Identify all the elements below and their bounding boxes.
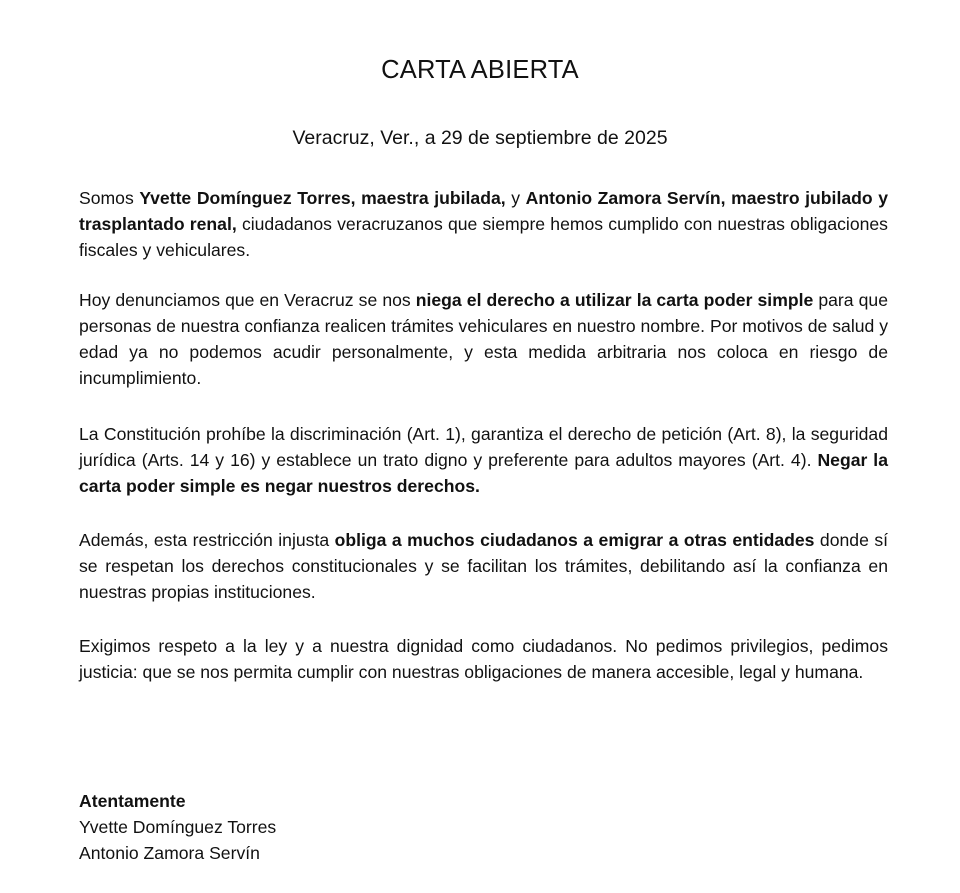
paragraph-emigration xyxy=(79,527,888,605)
bold-text-run: Negar la carta poder simple es negar nuestros derechos. xyxy=(79,450,888,496)
letter-title: CARTA ABIERTA xyxy=(381,56,579,84)
text-run: Hoy denunciamos que en Veracruz se nos xyxy=(79,290,416,310)
paragraph-introduction xyxy=(79,185,888,263)
text-run: y xyxy=(505,188,526,208)
paragraph-constitution xyxy=(79,421,888,499)
place-date-line: Veracruz, Ver., a 29 de septiembre de 2025 xyxy=(292,127,668,149)
text-run: La Constitución prohíbe la discriminación (Art. 1), garantiza el derecho de petición (Art. 8), la seguridad jurídica (Arts. 14 y 16) y establece un trato digno y preferente para adultos mayores (Art. 4). xyxy=(79,424,888,470)
text-run: Somos xyxy=(79,188,140,208)
text-run: donde sí se respetan los derechos constitucionales y se facilitan los trámites, debilitando así la confianza en nuestras propias instituciones. xyxy=(79,530,889,602)
closing-block xyxy=(79,788,276,866)
text-run: ciudadanos veracruzanos que siempre hemos cumplido con nuestras obligaciones fiscales y vehiculares. xyxy=(79,214,888,260)
signer-name: Antonio Zamora Servín xyxy=(79,843,260,863)
signer-name: Yvette Domínguez Torres xyxy=(79,817,277,837)
bold-text-run: obliga a muchos ciudadanos a emigrar a otras entidades xyxy=(334,530,815,550)
closing-salutation: Atentamente xyxy=(79,791,186,811)
text-run: Además, esta restricción injusta xyxy=(79,530,335,550)
bold-text-run: niega el derecho a utilizar la carta poder simple xyxy=(415,290,814,310)
text-run: para que personas de nuestra confianza realicen trámites vehiculares en nuestro nombre. Por motivos de salud y edad ya no podemos acudir personalmente, y esta medida arbitraria nos coloca en riesgo de incumplimiento. xyxy=(79,290,888,388)
text-run: Exigimos respeto a la ley y a nuestra dignidad como ciudadanos. No pedimos privilegios, pedimos justicia: que se nos permita cumplir con nuestras obligaciones de manera accesible, legal y humana. xyxy=(79,636,888,682)
bold-text-run: Yvette Domínguez Torres, maestra jubilada, xyxy=(139,188,506,208)
paragraph-demand xyxy=(79,633,888,685)
bold-text-run: Antonio Zamora Servín, maestro jubilado y trasplantado renal, xyxy=(79,188,888,234)
paragraph-denunciation xyxy=(79,287,888,391)
